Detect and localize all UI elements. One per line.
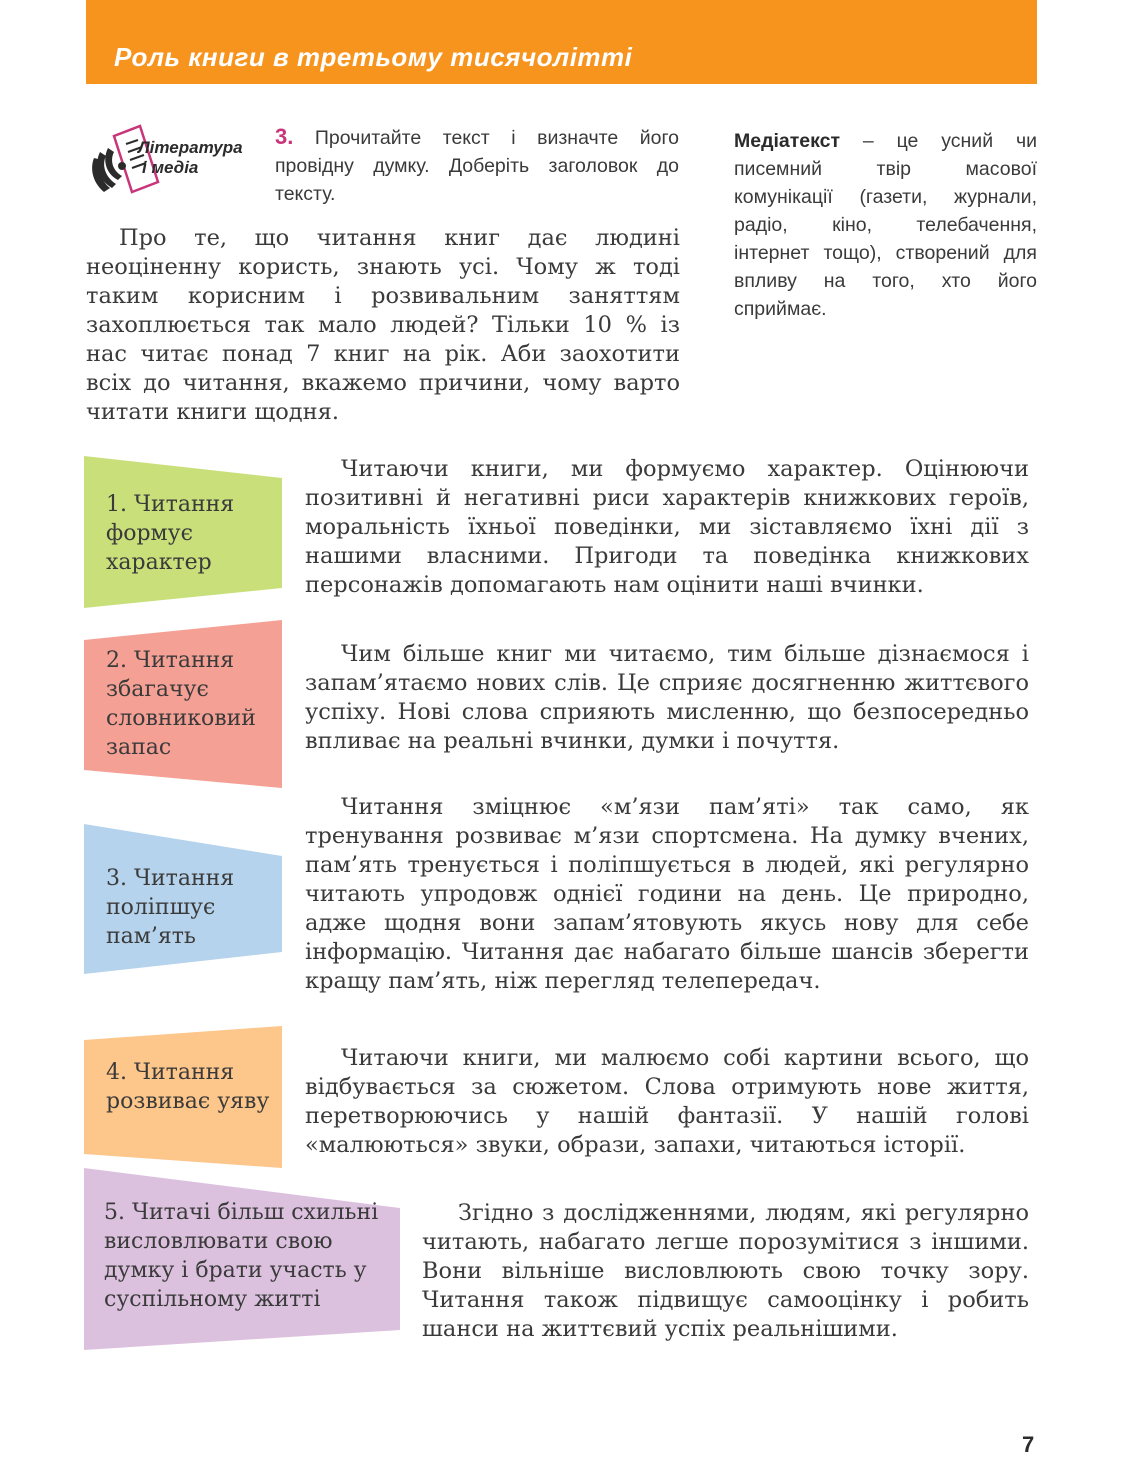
page-title: Роль книги в третьому тисячолітті [114,42,633,72]
logo-label [138,138,243,178]
reason-3-label: 3. Читання поліпшує пам’ять [106,866,235,949]
reason-5-label: 5. Читачі більш схильні висловлювати свою думку і брати участь у суспільному житті [104,1200,379,1312]
intro-paragraph: Про те, що читання книг дає людині неоціненну користь, знають усі. Чому ж тоді таким корисним і розвивальним заняттям захоплюється так мало людей? Тільки 10 % із нас читає понад 7 книг на рік. Аби заохотити всіх до читання, вкажемо причини, чому варто читати книги щодня. [86,225,680,425]
page-number: 7 [1022,1432,1035,1457]
definition-box [734,127,1037,323]
reason-2-text: Чим більше книг ми читаємо, тим більше дізнаємося і запам’ятаємо нових слів. Це сприяє досягненню життєвого успіху. Нові слова сприяють мисленню, що безпосередньо впливає на реальні вчинки, думки і почуття. [305,641,1029,754]
reason-4-text: Читаючи книги, ми малюємо собі картини всього, що відбувається за сюжетом. Слова отримують нове життя, перетворюючись у нашій фантазії. У нашій голові «малюються» звуки, образи, запахи, читаються історії. [305,1045,1029,1158]
reason-3-text: Читання зміцнює «м’язи пам’яті» так само, як тренування розвиває м’язи спортсмена. На думку вчених, пам’ять тренується і поліпшується в людей, які регулярно читають упродовж однієї години на день. Це природно, адже щодня вони запам’ятовують якусь нову для себе інформацію. Читання дає набагато більше шансів зберегти кращу пам’ять, ніж перегляд телепередач. [305,794,1029,994]
reason-5-text: Згідно з дослідженнями, людям, які регулярно читають, набагато легше порозумітися з іншими. Вони вільніше висловлюють свою точку зору. Читання також підвищує самооцінку і робить шанси на життєвий успіх реальнішими. [422,1200,1029,1342]
task-number: 3. [275,124,294,149]
task-instruction [275,123,679,208]
logo-line-1: Література [138,138,243,157]
definition-term: Медіатекст [734,130,841,152]
logo-line-2: і медіа [142,158,199,177]
reason-2-label: 2. Читання збагачує словниковий запас [106,648,256,760]
definition-text: – це усний чи писемний твір масової комунікації (газети, журнали, радіо, кіно, телебачення, інтернет тощо), створений для впливу на того, хто його сприймає. [734,130,1037,320]
task-text: Прочитайте текст і визначте його провідну думку. Доберіть заголовок до тексту. [275,127,679,205]
reason-1-text: Читаючи книги, ми формуємо характер. Оцінюючи позитивні й негативні риси характерів книжкових героїв, моральність їхньої поведінки, ми зіставляємо їхні дії з нашими власними. Пригоди та поведінка книжкових персонажів допомагають нам оцінити наші вчинки. [305,456,1029,598]
reason-1-label: 1. Читання формує характер [106,492,235,575]
reason-4-label: 4. Читання розвиває уяву [106,1060,270,1114]
